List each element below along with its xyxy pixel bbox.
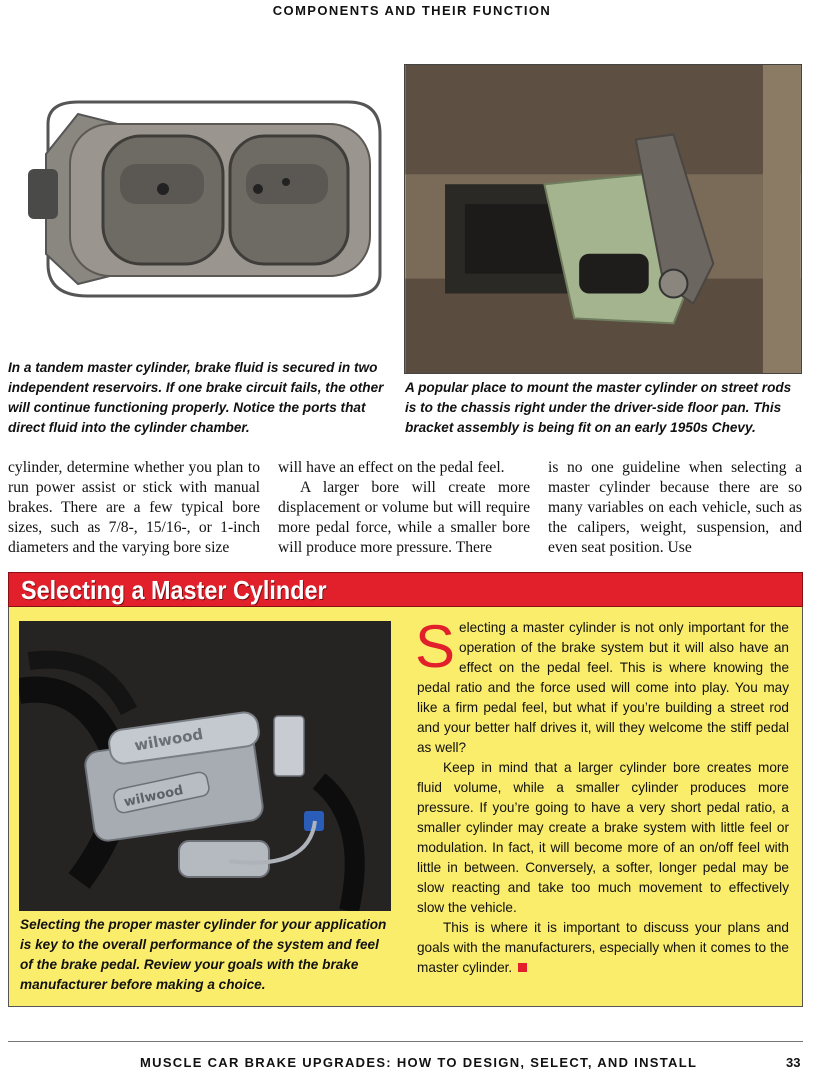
page-number: 33 bbox=[786, 1055, 801, 1070]
footer-book-title: MUSCLE CAR BRAKE UPGRADES: HOW TO DESIGN, SELECT, AND INSTALL bbox=[140, 1055, 698, 1070]
sidebar-dropcap: S bbox=[415, 613, 456, 680]
body-column-2-para-1: will have an effect on the pedal feel. bbox=[278, 459, 505, 476]
body-column-2 bbox=[278, 458, 530, 558]
body-column-2-para-2: A larger bore will create more displacement or volume but will require more pedal force, while a smaller bore will produce more pressure. There bbox=[278, 479, 530, 556]
sidebar-para-1: electing a master cylinder is not only important for the operation of the brake system but it will also have an effect on the pedal feel. This is where knowing the pedal ratio and the force used will come into play. You may like a firm pedal feel, but what if you’re building a street rod and your better half drives it, will they welcome the stiff pedal as well? bbox=[417, 620, 789, 755]
master-cylinder-photo bbox=[8, 64, 394, 356]
master-cylinder-caption: In a tandem master cylinder, brake fluid is secured in two independent reservoirs. If one brake circuit fails, the other will continue functioning properly. Notice the ports that direct fluid into the cylinder chamber. bbox=[8, 360, 384, 435]
body-column-1 bbox=[8, 458, 260, 558]
footer-rule bbox=[8, 1041, 803, 1042]
end-of-article-mark bbox=[518, 963, 527, 972]
mount-bracket-photo bbox=[404, 64, 802, 374]
sidebar-para-3 bbox=[417, 918, 789, 978]
body-column-3 bbox=[548, 458, 802, 558]
wilwood-logo: wilwood bbox=[132, 724, 205, 755]
sidebar-title: Selecting a Master Cylinder bbox=[21, 575, 327, 605]
running-head: COMPONENTS AND THEIR FUNCTION bbox=[272, 3, 552, 18]
wilwood-cylinder-photo bbox=[19, 621, 391, 911]
wilwood-cylinder-caption: Selecting the proper master cylinder for your application is key to the overall performance of the system and feel of the brake pedal. Review your goals with the brake manufacturer before making a choice. bbox=[20, 917, 387, 992]
sidebar-banner bbox=[8, 572, 803, 607]
sidebar-text bbox=[415, 613, 789, 978]
body-column-1-text: cylinder, determine whether you plan to run power assist or stick with manual brakes. There are a few typical bore sizes, such as 7/8-, 15/16-, or 1-inch diameters and the varying bore size bbox=[8, 459, 260, 556]
mount-bracket-caption: A popular place to mount the master cylinder on street rods is to the chassis right under the driver-side floor pan. This bracket assembly is being fit on an early 1950s Chevy. bbox=[405, 380, 792, 435]
body-column-3-text: is no one guideline when selecting a master cylinder because there are so many variables on each vehicle, such as the calipers, weight, suspension, and even seat position. Use bbox=[548, 459, 802, 556]
sidebar-para-3-text: This is where it is important to discuss your plans and goals with the manufacturers, especially when it comes to the master cylinder. bbox=[417, 920, 789, 975]
wilwood-logo-side: wilwood bbox=[122, 783, 185, 811]
sidebar-para-2: Keep in mind that a larger cylinder bore creates more fluid volume, while a smaller cylinder produces more pressure. If you’re going to have a very short pedal ratio, a smaller cylinder may create a brake system with little feel or modulation. In fact, it will become more of an on/off feel with little in between. Conversely, a softer, longer pedal may be slow reacting and take too much movement to effectively slow the vehicle. bbox=[417, 760, 789, 915]
